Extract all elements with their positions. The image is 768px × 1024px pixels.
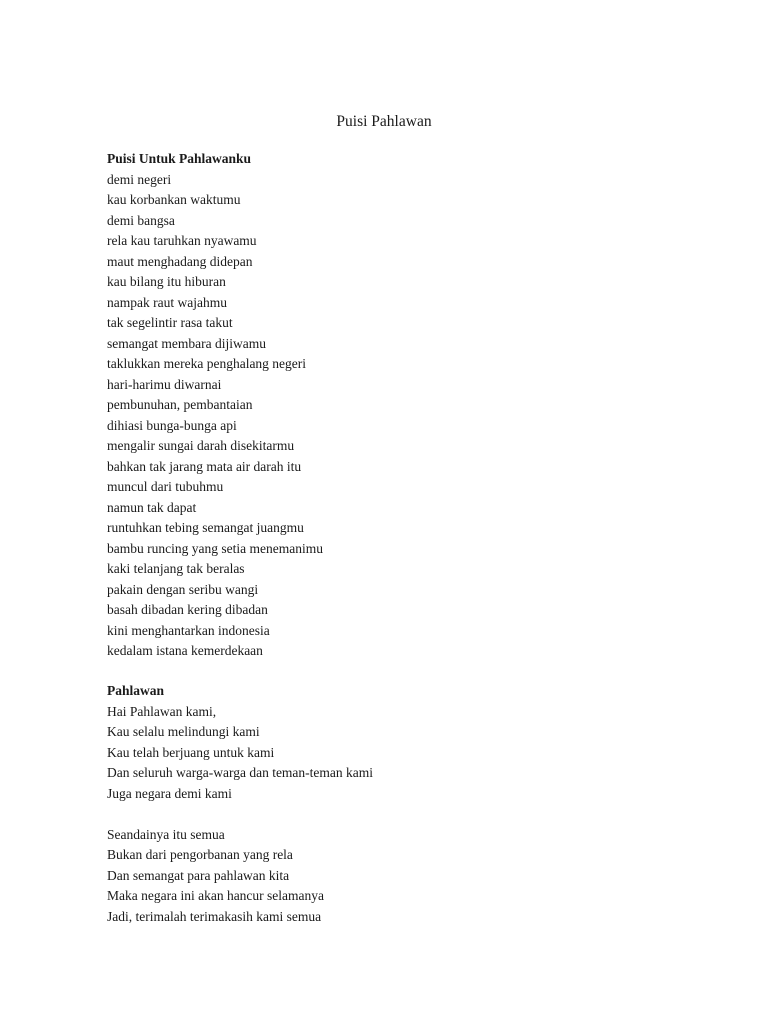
poem-stanza	[107, 825, 373, 928]
poem-line: kau bilang itu hiburan	[107, 274, 226, 289]
poem-puisi-untuk-pahlawanku	[107, 149, 323, 662]
poem-line: Dan semangat para pahlawan kita	[107, 867, 290, 883]
poem-line: kini menghantarkan indonesia	[107, 622, 270, 638]
poem-line: kaki telanjang tak beralas	[107, 561, 245, 576]
poem-line: semangat membara dijiwamu	[107, 335, 266, 351]
poem-line: hari-harimu diwarnai	[107, 376, 222, 392]
poem-line: Kau selalu melindungi kami	[107, 724, 260, 739]
poem-line: taklukkan mereka penghalang negeri	[107, 356, 307, 371]
poem-line: Maka negara ini akan hancur selamanya	[107, 888, 325, 903]
poem-line: Seandainya itu semua	[107, 826, 225, 842]
poem-line: pakain dengan seribu wangi	[107, 581, 259, 597]
poem-line: Jadi, terimalah terimakasih kami semua	[107, 908, 322, 924]
stanza-gap	[107, 804, 373, 825]
poem-title: Puisi Untuk Pahlawanku	[107, 151, 252, 166]
poem-title: Pahlawan	[107, 683, 165, 698]
poem-line: bahkan tak jarang mata air darah itu	[107, 458, 302, 474]
poem-line: namun tak dapat	[107, 499, 197, 515]
poem-line: mengalir sungai darah disekitarmu	[107, 438, 295, 453]
poem-line: Dan seluruh warga-warga dan teman-teman kami	[107, 765, 374, 780]
poem-line: kau korbankan waktumu	[107, 192, 241, 207]
poem-line: maut menghadang didepan	[107, 253, 253, 269]
poem-stanza	[107, 170, 323, 662]
poem-stanza	[107, 702, 373, 805]
poem-line: demi negeri	[107, 171, 172, 187]
poem-line: bambu runcing yang setia menemanimu	[107, 540, 323, 556]
poem-line: Juga negara demi kami	[107, 785, 232, 801]
poem-line: tak segelintir rasa takut	[107, 315, 233, 330]
poem-line: dihiasi bunga-bunga api	[107, 417, 237, 433]
poem-line: Hai Pahlawan kami,	[107, 703, 217, 719]
poem-line: rela kau taruhkan nyawamu	[107, 233, 257, 248]
poem-line: kedalam istana kemerdekaan	[107, 643, 263, 658]
document-title: Puisi Pahlawan	[336, 113, 432, 130]
poem-line: demi bangsa	[107, 212, 175, 228]
poem-line: runtuhkan tebing semangat juangmu	[107, 520, 304, 535]
poem-line: Bukan dari pengorbanan yang rela	[107, 847, 293, 862]
poem-line: Kau telah berjuang untuk kami	[107, 744, 275, 760]
poem-line: nampak raut wajahmu	[107, 294, 227, 310]
poem-pahlawan	[107, 681, 373, 927]
poem-line: muncul dari tubuhmu	[107, 479, 224, 494]
poem-line: pembunuhan, pembantaian	[107, 397, 253, 412]
poem-line: basah dibadan kering dibadan	[107, 602, 268, 617]
